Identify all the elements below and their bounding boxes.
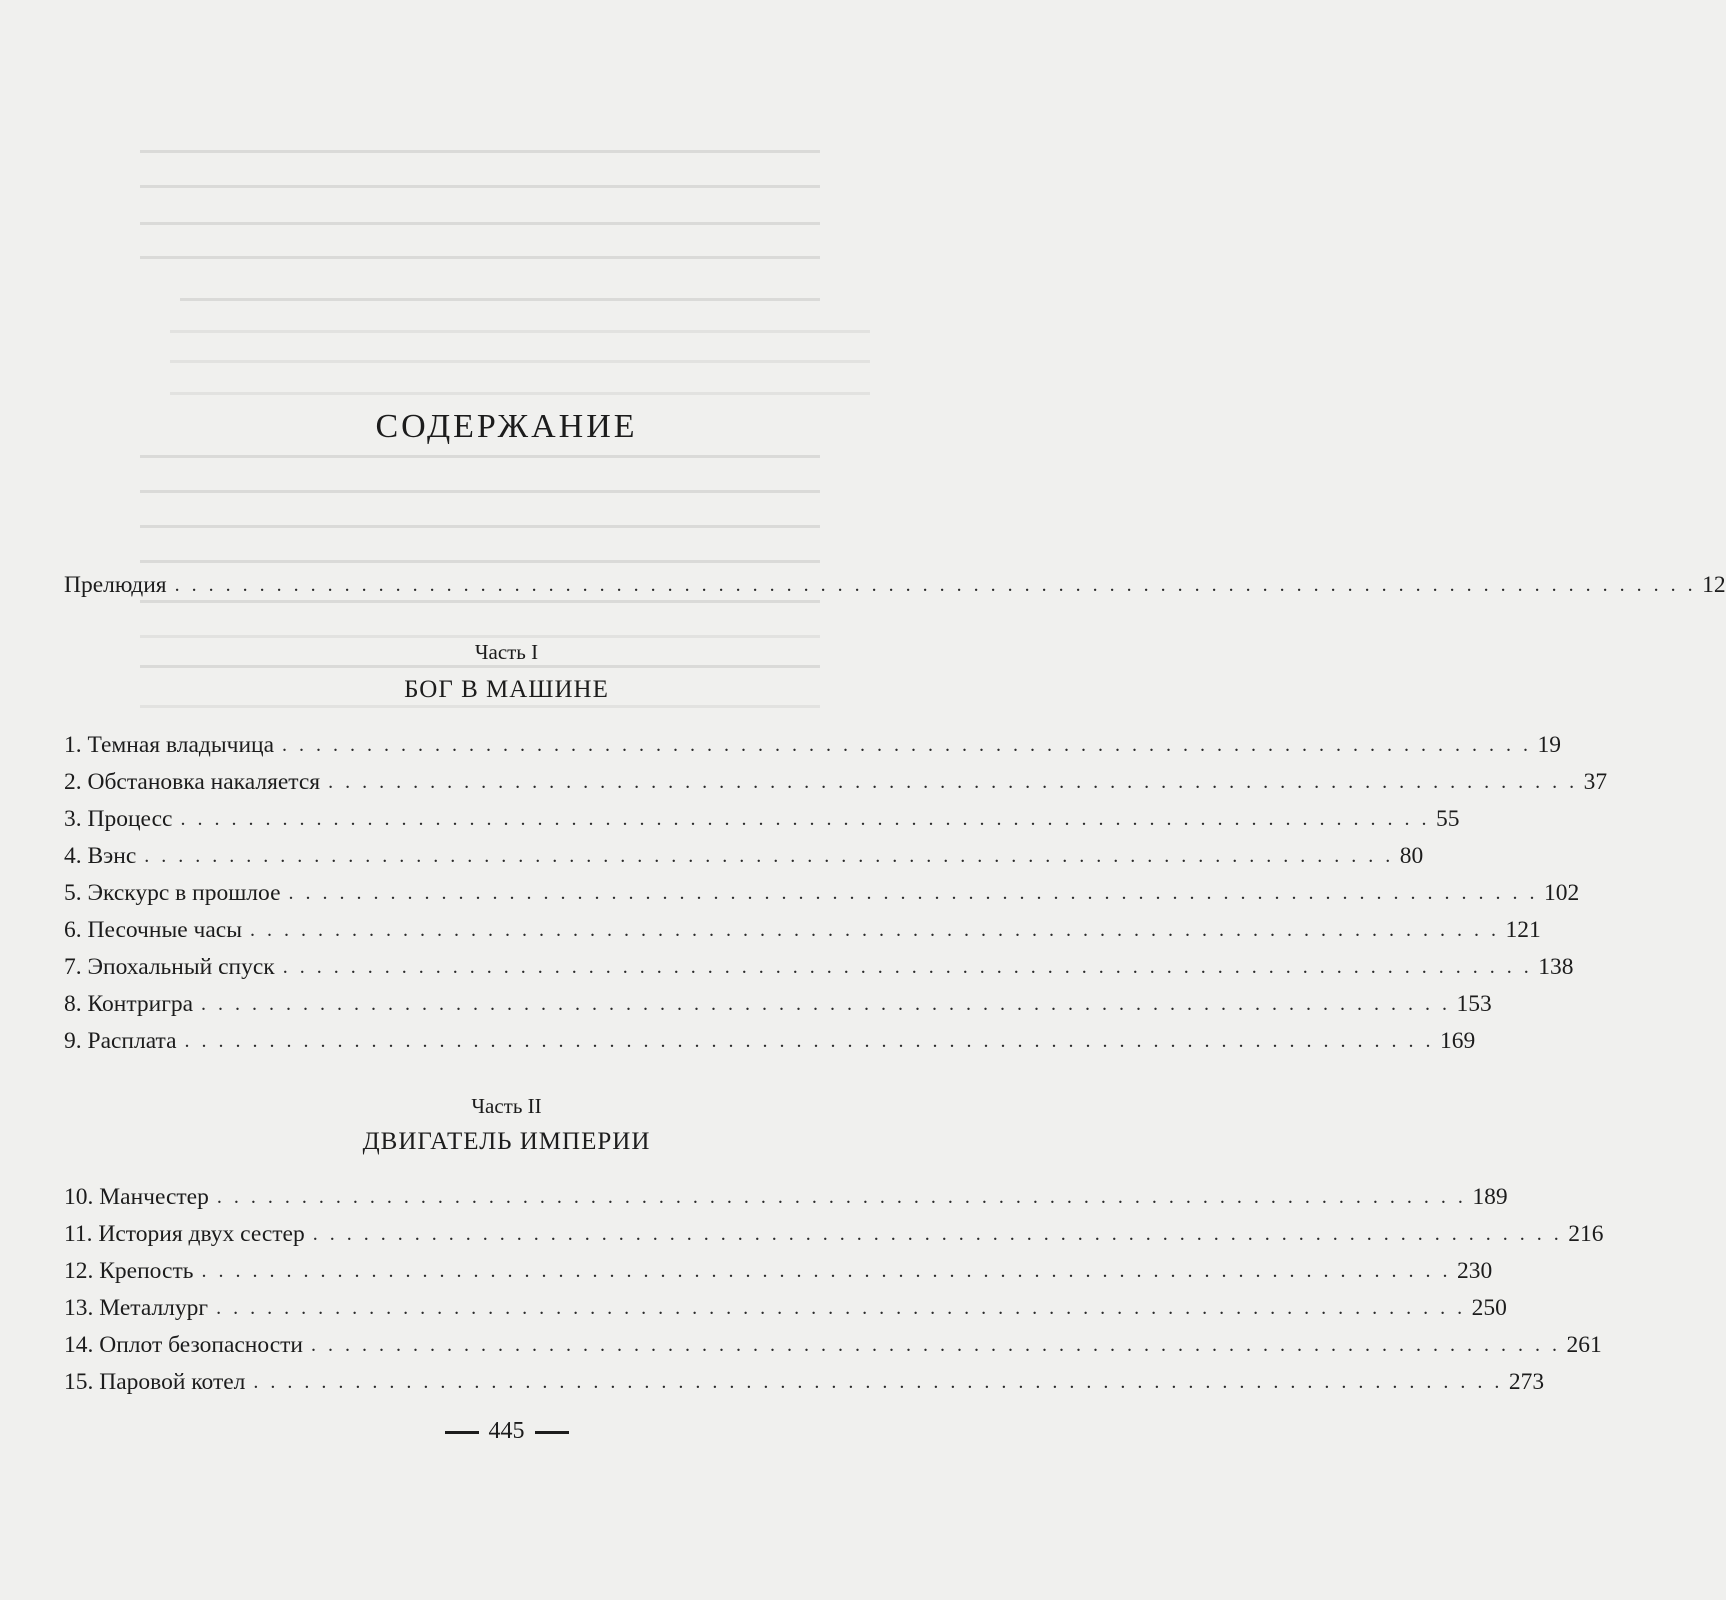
toc-entry-chapter-4[interactable] (64, 837, 1424, 871)
toc-title: СОДЕРЖАНИЕ (375, 408, 638, 445)
toc-entry-chapter-10[interactable] (64, 1178, 1508, 1212)
entry-page: 250 (1471, 1295, 1507, 1321)
entry-page: 55 (1435, 806, 1460, 832)
leader-dots: . . . . . . . . . . . . . . . . . . . . . . . . . . . . . . . . . . . . . . . . . . . . . . . . . . . . . . . . . . . . . . . . . . . . . . . . . . (288, 882, 1539, 904)
leader-dots: . . . . . . . . . . . . . . . . . . . . . . . . . . . . . . . . . . . . . . . . . . . . . . . . . . . . . . . . . . . . . . . . . . . . . . . . . . (250, 919, 1500, 941)
toc-entry-prelude[interactable] (64, 566, 1726, 600)
page-number (0, 1418, 1013, 1445)
entry-label: 12. Крепость (64, 1258, 194, 1284)
part2-label: Часть II (471, 1094, 542, 1118)
entry-label: 14. Оплот безопасности (64, 1332, 303, 1358)
entry-page: 102 (1544, 880, 1580, 906)
entry-page: 138 (1538, 954, 1574, 980)
toc-entry-chapter-8[interactable] (64, 985, 1492, 1019)
toc-entry-chapter-12[interactable] (64, 1252, 1493, 1286)
leader-dots: . . . . . . . . . . . . . . . . . . . . . . . . . . . . . . . . . . . . . . . . . . . . . . . . . . . . . . . . . . . . . . . . . . . . . . . . . . (328, 771, 1578, 793)
page-number-value: 445 (488, 1418, 525, 1444)
leader-dots: . . . . . . . . . . . . . . . . . . . . . . . . . . . . . . . . . . . . . . . . . . . . . . . . . . . . . . . . . . . . . . . . . . . . . . . . . . (253, 1371, 1503, 1393)
leader-dots: . . . . . . . . . . . . . . . . . . . . . . . . . . . . . . . . . . . . . . . . . . . . . . . . . . . . . . . . . . . . . . . . . . . . . . . . . . (282, 956, 1533, 978)
toc-entry-chapter-6[interactable] (64, 911, 1541, 945)
entry-page: 12 (1702, 572, 1726, 598)
entry-page: 216 (1568, 1221, 1604, 1247)
toc-entry-chapter-14[interactable] (64, 1326, 1602, 1360)
entry-label: 2. Обстановка накаляется (64, 769, 321, 795)
entry-label: 13. Металлург (64, 1295, 209, 1321)
entry-label: 11. История двух сестер (64, 1221, 305, 1247)
part1-title: БОГ В МАШИНЕ (404, 676, 609, 703)
entry-page: 80 (1399, 843, 1424, 869)
entry-page: 261 (1566, 1332, 1602, 1358)
toc-entry-chapter-3[interactable] (64, 800, 1460, 834)
toc-entry-chapter-11[interactable] (64, 1215, 1604, 1249)
leader-dots: . . . . . . . . . . . . . . . . . . . . . . . . . . . . . . . . . . . . . . . . . . . . . . . . . . . . . . . . . . . . . . . . . . . . . . . . . . (201, 1260, 1451, 1282)
entry-label: 6. Песочные часы (64, 917, 243, 943)
leader-dots: . . . . . . . . . . . . . . . . . . . . . . . . . . . . . . . . . . . . . . . . . . . . . . . . . . . . . . . . . . . . . . . . . . . . . . . . . . (216, 1186, 1467, 1208)
leader-dots: . . . . . . . . . . . . . . . . . . . . . . . . . . . . . . . . . . . . . . . . . . . . . . . . . . . . . . . . . . . . . . . . . . . . . . . . . . (201, 993, 1451, 1015)
leader-dots: . . . . . . . . . . . . . . . . . . . . . . . . . . . . . . . . . . . . . . . . . . . . . . . . . . . . . . . . . . . . . . . . . . . . . . . . . . (282, 734, 1532, 756)
entry-page: 230 (1456, 1258, 1493, 1284)
toc-entry-chapter-7[interactable] (64, 948, 1574, 982)
leader-dots: . . . . . . . . . . . . . . . . . . . . . . . . . . . . . . . . . . . . . . . . . . . . . . . . . . . . . . . . . . . . . . . . . . . . . . . . . . (216, 1297, 1466, 1319)
entry-page: 37 (1583, 769, 1608, 795)
entry-label: 7. Эпохальный спуск (64, 954, 275, 980)
part2-title: ДВИГАТЕЛЬ ИМПЕРИИ (362, 1128, 651, 1155)
entry-label: 10. Манчестер (64, 1184, 209, 1210)
entry-page: 189 (1472, 1184, 1508, 1210)
entry-label: 8. Контригра (64, 991, 194, 1017)
leader-dots: . . . . . . . . . . . . . . . . . . . . . . . . . . . . . . . . . . . . . . . . . . . . . . . . . . . . . . . . . . . . . . . . . . . . . . . . . . (180, 808, 1430, 830)
entry-label: 5. Экскурс в прошлое (64, 880, 281, 906)
leader-dots: . . . . . . . . . . . . . . . . . . . . . . . . . . . . . . . . . . . . . . . . . . . . . . . . . . . . . . . . . . . . . . . . . . . . . . . . . . . . . . . . . . . . . . . . . . (174, 574, 1697, 596)
folio-dash-right (535, 1431, 569, 1434)
part1-label: Часть I (474, 640, 539, 664)
entry-label: 15. Паровой котел (64, 1369, 246, 1395)
entry-label: 1. Темная владычица (64, 732, 275, 758)
toc-entry-chapter-2[interactable] (64, 763, 1608, 797)
toc-entry-chapter-5[interactable] (64, 874, 1580, 908)
entry-label: 4. Вэнс (64, 843, 137, 869)
leader-dots: . . . . . . . . . . . . . . . . . . . . . . . . . . . . . . . . . . . . . . . . . . . . . . . . . . . . . . . . . . . . . . . . . . . . . . . . . . (144, 845, 1394, 867)
toc-entry-chapter-15[interactable] (64, 1363, 1545, 1397)
toc-entry-chapter-13[interactable] (64, 1289, 1507, 1323)
toc-entry-chapter-1[interactable] (64, 726, 1562, 760)
leader-dots: . . . . . . . . . . . . . . . . . . . . . . . . . . . . . . . . . . . . . . . . . . . . . . . . . . . . . . . . . . . . . . . . . . . . . . . . . . (312, 1223, 1563, 1245)
entry-page: 169 (1440, 1028, 1476, 1054)
entry-label: 3. Процесс (64, 806, 173, 832)
entry-page: 19 (1537, 732, 1562, 758)
entry-label: 9. Расплата (64, 1028, 177, 1054)
entry-page: 273 (1508, 1369, 1545, 1395)
toc-entry-chapter-9[interactable] (64, 1022, 1476, 1056)
folio-dash-left (445, 1431, 479, 1434)
entry-page: 121 (1505, 917, 1541, 943)
leader-dots: . . . . . . . . . . . . . . . . . . . . . . . . . . . . . . . . . . . . . . . . . . . . . . . . . . . . . . . . . . . . . . . . . . . . . . . . . . (184, 1030, 1435, 1052)
leader-dots: . . . . . . . . . . . . . . . . . . . . . . . . . . . . . . . . . . . . . . . . . . . . . . . . . . . . . . . . . . . . . . . . . . . . . . . . . . (311, 1334, 1561, 1356)
entry-label: Прелюдия (64, 572, 167, 598)
entry-page: 153 (1456, 991, 1492, 1017)
